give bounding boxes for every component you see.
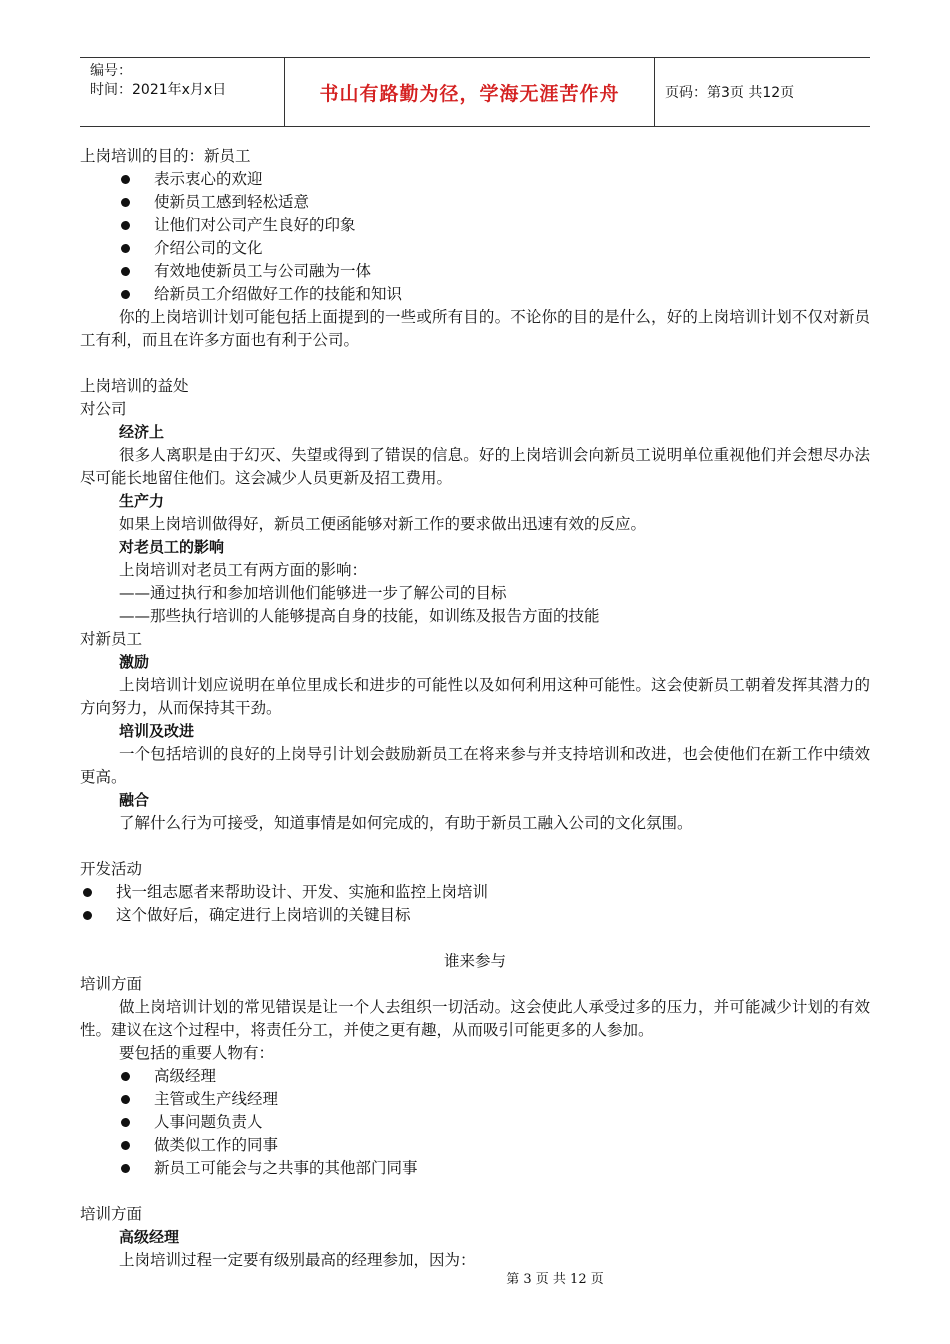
bullet-icon bbox=[121, 198, 130, 207]
header-page-info: 页码：第3页 共12页 bbox=[665, 85, 795, 101]
number-label: 编号： bbox=[90, 63, 132, 79]
veteran-line-2: ——那些执行培训的人能够提高自身的技能，如训练及报告方面的技能 bbox=[119, 607, 600, 625]
who-title: 谁来参与 bbox=[443, 952, 506, 970]
for-new-heading: 对新员工 bbox=[80, 630, 143, 648]
benefit-title: 上岗培训的益处 bbox=[80, 377, 189, 395]
header-meta bbox=[80, 58, 285, 126]
list-item: 这个做好后，确定进行上岗培训的关键目标 bbox=[80, 904, 870, 927]
dev-list bbox=[80, 881, 870, 927]
productivity-heading: 生产力 bbox=[119, 492, 165, 510]
motivation-heading: 激励 bbox=[119, 653, 150, 671]
veteran-paragraph: 上岗培训对老员工有两方面的影响： bbox=[119, 561, 368, 579]
list-item: 介绍公司的文化 bbox=[80, 237, 870, 260]
bullet-icon bbox=[121, 290, 130, 299]
bullet-icon bbox=[83, 888, 92, 897]
list-item: 做类似工作的同事 bbox=[80, 1134, 870, 1157]
time-label: 时间：2021年x月x日 bbox=[90, 82, 227, 98]
bullet-icon bbox=[121, 175, 130, 184]
page-footer: 第 3 页 共 12 页 bbox=[506, 1272, 604, 1287]
people-list bbox=[80, 1065, 870, 1180]
purpose-paragraph: 你的上岗培训计划可能包括上面提到的一些或所有目的。不论你的目的是什么，好的上岗培训计划不仅对新员工有利，而且在许多方面也有利于公司。 bbox=[80, 308, 870, 349]
economic-heading: 经济上 bbox=[119, 423, 165, 441]
list-item: 高级经理 bbox=[80, 1065, 870, 1088]
who-paragraph: 做上岗培训计划的常见错误是让一个人去组织一切活动。这会使此人承受过多的压力，并可能减少计划的有效性。建议在这个过程中，将责任分工，并使之更有趣，从而吸引可能更多的人参加。 bbox=[80, 998, 870, 1039]
list-item: 人事问题负责人 bbox=[80, 1111, 870, 1134]
veteran-line-1: ——通过执行和参加培训他们能够进一步了解公司的目标 bbox=[119, 584, 507, 602]
training-heading: 培训及改进 bbox=[119, 722, 195, 740]
purpose-list bbox=[80, 168, 870, 306]
training-paragraph: 一个包括培训的良好的上岗导引计划会鼓励新员工在将来参与并支持培训和改进，也会使他们在新工作中绩效更高。 bbox=[80, 745, 870, 786]
economic-paragraph: 很多人离职是由于幻灭、失望或得到了错误的信息。好的上岗培训会向新员工说明单位重视他们并会想尽办法尽可能长地留住他们。这会减少人员更新及招工费用。 bbox=[80, 446, 870, 487]
header-motto: 书山有路勤为径，学海无涯苦作舟 bbox=[319, 82, 620, 105]
senior-paragraph: 上岗培训过程一定要有级别最高的经理参加，因为： bbox=[119, 1251, 476, 1269]
integration-heading: 融合 bbox=[119, 791, 150, 809]
bullet-icon bbox=[121, 1072, 130, 1081]
dev-title: 开发活动 bbox=[80, 860, 143, 878]
list-item: 给新员工介绍做好工作的技能和知识 bbox=[80, 283, 870, 306]
bullet-icon bbox=[121, 221, 130, 230]
bullet-icon bbox=[121, 1164, 130, 1173]
bullet-icon bbox=[121, 1118, 130, 1127]
list-item: 表示衷心的欢迎 bbox=[80, 168, 870, 191]
productivity-paragraph: 如果上岗培训做得好，新员工便函能够对新工作的要求做出迅速有效的反应。 bbox=[119, 515, 647, 533]
integration-paragraph: 了解什么行为可接受，知道事情是如何完成的，有助于新员工融入公司的文化氛围。 bbox=[119, 814, 693, 832]
people-intro: 要包括的重要人物有： bbox=[119, 1044, 275, 1062]
senior-heading: 高级经理 bbox=[119, 1228, 180, 1246]
train-aspect-heading: 培训方面 bbox=[80, 975, 143, 993]
bullet-icon bbox=[121, 1141, 130, 1150]
list-item: 主管或生产线经理 bbox=[80, 1088, 870, 1111]
veteran-heading: 对老员工的影响 bbox=[119, 538, 225, 556]
bullet-icon bbox=[121, 1095, 130, 1104]
for-company-heading: 对公司 bbox=[80, 400, 127, 418]
bullet-icon bbox=[83, 911, 92, 920]
list-item: 找一组志愿者来帮助设计、开发、实施和监控上岗培训 bbox=[80, 881, 870, 904]
header-motto-cell bbox=[285, 58, 655, 126]
page-header bbox=[80, 57, 870, 127]
purpose-title: 上岗培训的目的：新员工 bbox=[80, 147, 251, 165]
document-body bbox=[80, 145, 870, 1272]
list-item: 让他们对公司产生良好的印象 bbox=[80, 214, 870, 237]
motivation-paragraph: 上岗培训计划应说明在单位里成长和进步的可能性以及如何利用这种可能性。这会使新员工朝着发挥其潜力的方向努力，从而保持其干劲。 bbox=[80, 676, 870, 717]
list-item: 使新员工感到轻松适意 bbox=[80, 191, 870, 214]
bullet-icon bbox=[121, 244, 130, 253]
list-item: 新员工可能会与之共事的其他部门同事 bbox=[80, 1157, 870, 1180]
train-aspect-heading-2: 培训方面 bbox=[80, 1205, 143, 1223]
bullet-icon bbox=[121, 267, 130, 276]
list-item: 有效地使新员工与公司融为一体 bbox=[80, 260, 870, 283]
